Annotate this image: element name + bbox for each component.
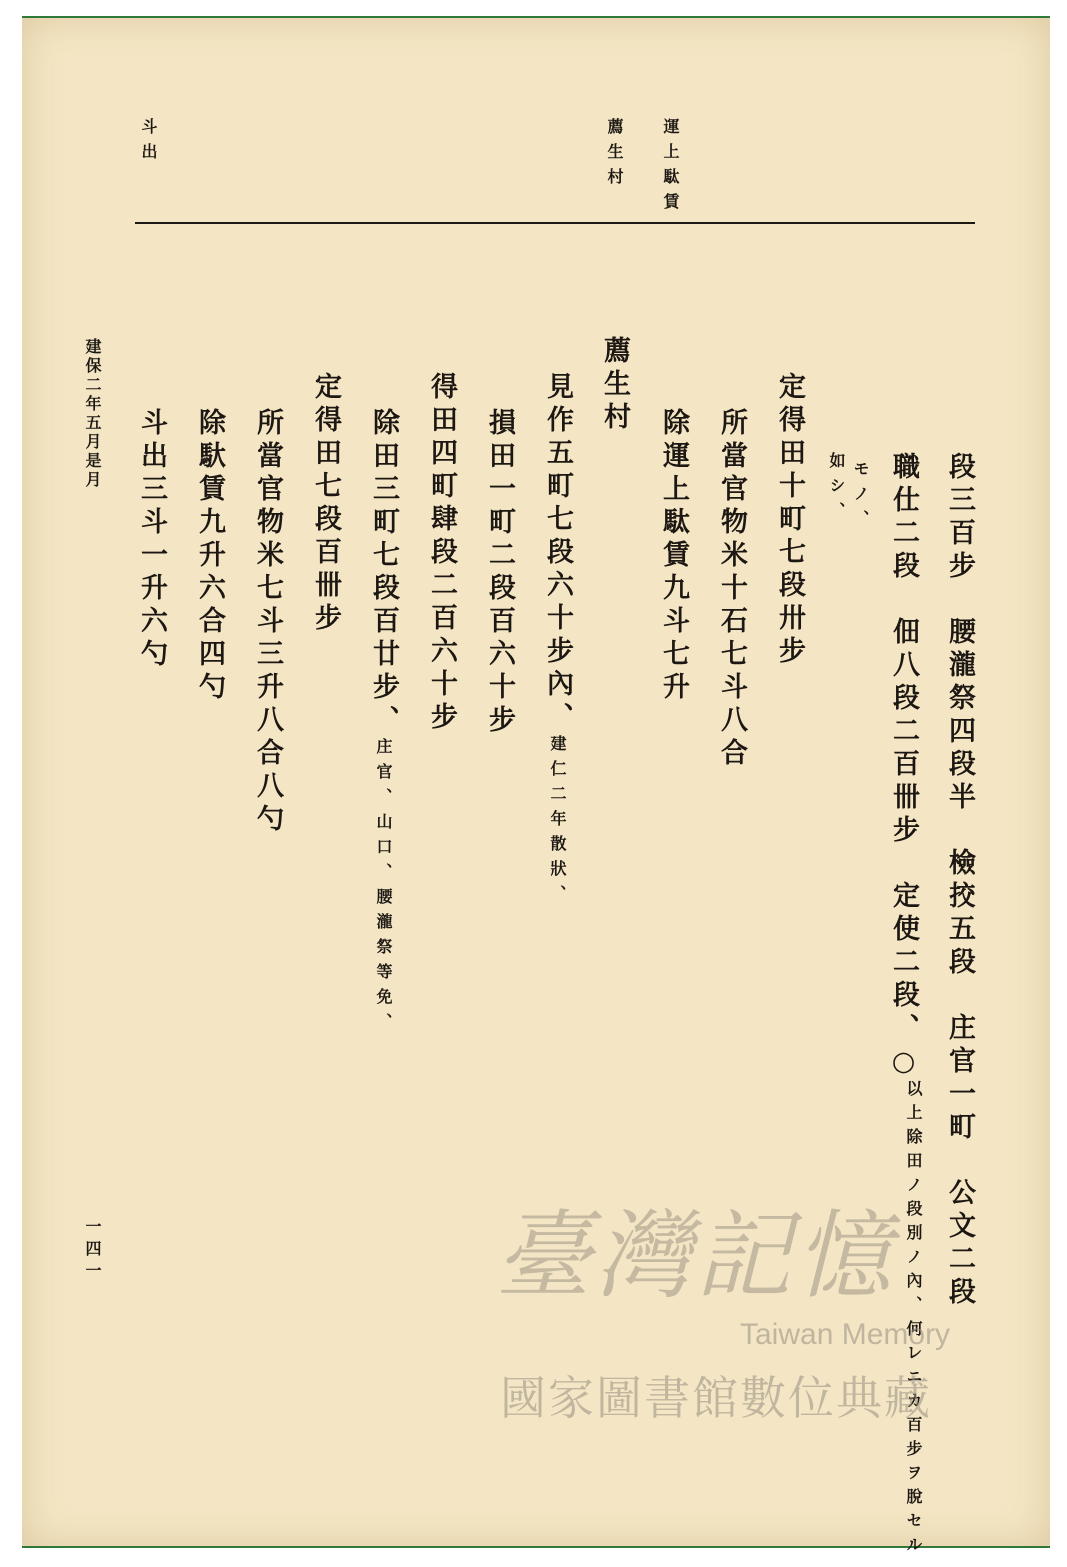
watermark-chinese: 國家圖書館數位典藏 bbox=[500, 1371, 932, 1425]
village-heading: 薦生村 bbox=[599, 336, 630, 435]
text-column-14: 所當官物米七斗三升八合八勺 bbox=[252, 408, 283, 837]
text-column-12-main: 除田三町七段百廿步、 bbox=[368, 408, 399, 738]
text-column-9 bbox=[544, 372, 571, 910]
text-column-1: 段三百步 腰瀧祭四段半 檢挍五段 庄官一町 公文二段 bbox=[944, 452, 975, 1310]
text-column-6: 所當官物米十石七斗八合 bbox=[716, 408, 747, 771]
header-village-name: 薦生村 bbox=[605, 118, 624, 193]
text-column-4: 如シ、 bbox=[827, 452, 846, 527]
annotation-1a: 以上除田ノ段別ノ內、 bbox=[904, 1080, 923, 1320]
running-footer-date: 建保二年五月是月 bbox=[83, 338, 102, 490]
text-column-5: 定得田十町七段卅步 bbox=[774, 372, 805, 669]
header-rule bbox=[135, 222, 975, 224]
text-column-11: 得田四町肆段二百六十步 bbox=[426, 372, 457, 735]
text-column-12-note: 庄官、山口、腰瀧祭等免、 bbox=[374, 738, 393, 1038]
annotation-1b: 何レニカ百步ヲ脫セル bbox=[904, 1320, 923, 1560]
text-column-7: 除運上駄賃九斗七升 bbox=[658, 408, 689, 705]
text-column-16: 斗出三斗一升六勺 bbox=[136, 408, 167, 672]
header-section-title: 運上駄賃 bbox=[661, 118, 680, 218]
header-left-label: 斗出 bbox=[139, 118, 158, 168]
page-edge-bottom bbox=[22, 1546, 1050, 1548]
text-column-10: 損田一町二段百六十步 bbox=[484, 408, 515, 738]
page-edge-top bbox=[22, 16, 1050, 18]
text-column-9-note: 建仁二年散狀、 bbox=[548, 735, 567, 910]
text-column-15: 除馱賃九升六合四勺 bbox=[194, 408, 225, 705]
text-column-3: モノ、 bbox=[851, 460, 870, 535]
text-column-12 bbox=[370, 408, 397, 1038]
page-number: 一四一 bbox=[83, 1218, 102, 1284]
text-column-2: 職仕二段 佃八段二百卌步 定使二段、○ bbox=[888, 452, 919, 1083]
watermark-english: Taiwan Memory bbox=[740, 1318, 951, 1351]
text-column-9-main: 見作五町七段六十步內、 bbox=[542, 372, 573, 735]
text-column-13: 定得田七段百卌步 bbox=[310, 372, 341, 636]
watermark-logo-script: 臺灣記憶 bbox=[495, 1200, 895, 1312]
